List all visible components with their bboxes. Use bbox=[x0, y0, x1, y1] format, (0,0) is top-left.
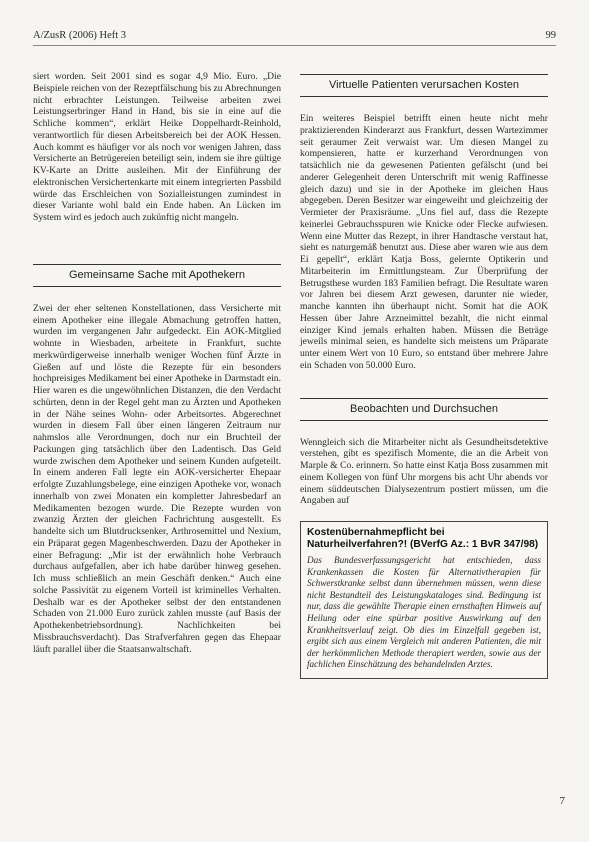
left-intro-paragraph: siert worden. Seit 2001 sind es sogar 4,9 Mio. Euro. „Die Beispiele reichen von der Rezeptfälschung bis zu Abrechnungen nicht erbrachter Leistungen. Teilweise arbeiten zwei Leistungserbringer Hand in Hand, bis sie in eine auf die Schliche kommen“, erklärt Heike Doppelhardt-Reinhold, verantwortlich für diesen Arbeitsbereich bei der AOK Hessen. Auch kommt es häufiger vor als noch vor wenigen Jahren, dass Versicherte an Betrügereien beteiligt sein, indem sie ihre gültige KV-Karte an Dritte ausleihen. Mit der Einführung der elektronischen Versichertenkarte mit einem integrierten Passbild würde das Erschleichen von Sozialleistungen zumindest in dieser Variante wohl bald ein Ende haben. An Lücken im System wird es jedoch auch zukünftig nicht mangeln. bbox=[33, 71, 281, 223]
section-heading-apotheker: Gemeinsame Sache mit Apothekern bbox=[33, 264, 281, 287]
right-body-paragraph-2: Wenngleich sich die Mitarbeiter nicht als Gesundheitsdetektive verstehen, gibt es spezifisch Momente, die an die Arbeit von Marple & Co. erinnern. So hatte einst Katja Boss zusammen mit einem Kollegen von fünf Uhr morgens bis acht Uhr abends vor einem süddeutschen Dialysezentrum postiert müssen, um die Angaben auf bbox=[300, 436, 548, 507]
left-body-paragraph: Zwei der eher seltenen Konstellationen, dass Versicherte mit einem Apotheker eine illegale Abmachung getroffen hatten, wurden im vergangenen Jahr aufgedeckt. Ein AOK-Mitglied wohnte in Wiesbaden, arbeitete in Frankfurt, suchte merkwürdigerweise innerhalb weniger Wochen fünf Ärzte in Gießen auf und löste die Rezepte für ein besonders hochpreisiges Medikament bei einer Apotheke in Darmstadt ein. Hier waren es die ungewöhnlichen Distanzen, die den Verdacht schürten, denn in der Regel geht man zu Ärzten und Apotheken in der Nähe seines Wohn- oder Arbeitsortes. Abgerechnet wurden in diesem Fall über einen längeren Zeitraum nur nahmslos alle Verordnungen, doch nur ein Bruchteil der Packungen ging tatsächlich über den Ladentisch. Das Geld wurde zwischen dem Apotheker und seinem Kunden aufgeteilt. In einem anderen Fall legte ein AOK-versicherter Ehepaar erfolgte Zuzahlungsbelege, eine einzigen Apotheke vor, wonach innerhalb von zwei Monaten ein kompletter Jahresbedarf an Medikamenten bezogen wurde. Die Rezepte wurden von zwanzig Ärzten der gleichen Fachrichtung ausgestellt. Es handelte sich um Blutdrucksenker, Arthrosemittel und Nexium, ein Präparat gegen Magenbeschwerden. Dazu der Apotheker in einer Befragung: „Mir ist der erwähnlich hohe Verbrauch durchaus aufgefallen, aber ich habe darüber hinweg gesehen. Ich muss schließlich an mein Geschäft denken.“ Auch eine solche Passivität zu eigenem Vorteil ist kriminelles Verhalten. Deshalb war es der Apotheker selbst der den entstandenen Schaden von 21.000 Euro zurück zahlen musste (auf Basis der Apothekenbetriebsordnung). Nachlichkeiten bei Missbrauchsverdacht). Das Strafverfahren gegen das Ehepaar läuft parallel über die Staatsanwaltschaft. bbox=[33, 302, 281, 655]
footer-page-number: 7 bbox=[559, 795, 565, 807]
info-box-text: Das Bundesverfassungsgericht hat entschieden, dass Krankenkassen die Kosten für Alternativtherapien für Schwerstkranke selbst dann übernehmen müssen, wenn diese nicht Bestandteil des Leistungskataloges sind. Bedingung ist nur, dass die gewählte Therapie einen ernsthaften Hinweis auf Heilung oder eine spürbar positive Auswirkung auf den Krankheitsverlauf zeigt. Ob dies im Einzelfall gegeben ist, ergibt sich aus einem Vergleich mit anderen Patienten, die mit der herkömmlichen Methode therapiert werden, sowie aus der fachlichen Einschätzung des behandelnden Arztes. bbox=[307, 555, 541, 670]
journal-header: A/ZusR (2006) Heft 3 bbox=[33, 30, 127, 41]
header-page-number: 99 bbox=[545, 30, 556, 41]
header-rule bbox=[33, 45, 556, 46]
info-box-title: Kostenübernahmepflicht bei Naturheilverfahren?! (BVerfG Az.: 1 BvR 347/98) bbox=[307, 527, 539, 550]
section-heading-virtuelle-patienten: Virtuelle Patienten verursachen Kosten bbox=[300, 74, 548, 97]
left-column bbox=[33, 71, 281, 655]
right-body-paragraph-1: Ein weiteres Beispiel betrifft einen heute nicht mehr praktizierenden Kinderarzt aus Frankfurt, dessen Wartezimmer seit geraumer Zeit verwaist war. Um diesen Mangel zu kompensieren, hatte er kurzerhand Verordnungen von tatsächlich nie da gewesenen Patienten gefälscht (und bei anderer Gelegenheit deren Unterschrift mit wenig Raffinesse gleich dazu) und sie in der Apotheke im gleichen Haus abgegeben. Deren Besitzer war eingeweiht und gleichzeitig der Vermieter der Praxisräume. „Uns fiel auf, dass die Rezepte keinerlei Gebrauchsspuren wie Knicke oder Flecke aufwiesen. Wenn eine Mutter das Rezept, in ihrer Handtasche verstaut hat, sieht es naturgemäß benutzt aus. Diese aber waren wie aus dem Ei gepellt“, erklärt Katja Boss, gelernte Optikerin und Mitarbeiterin im Ermittlungsteam. Zur Überprüfung der Betrugsthese wurden 183 Familien befragt. Die Resultate waren vor Jahren bei diesem Arzt gewesen, darunter nie wieder, manche kannten ihn überhaupt nicht. Somit hat die AOK Hessen über Jahre Arzneimittel bezahlt, die nicht einmal einziger Kind jemals erhalten haben. Müssen die Beträge jeweils minimal seien, es handelte sich meistens um Präparate unter einem Wert von 10 Euro, so entstand über mehrere Jahre ein Schaden von 50.000 Euro. bbox=[300, 113, 548, 371]
section-heading-beobachten: Beobachten und Durchsuchen bbox=[300, 398, 548, 421]
right-column bbox=[300, 74, 548, 679]
info-box bbox=[300, 521, 548, 679]
